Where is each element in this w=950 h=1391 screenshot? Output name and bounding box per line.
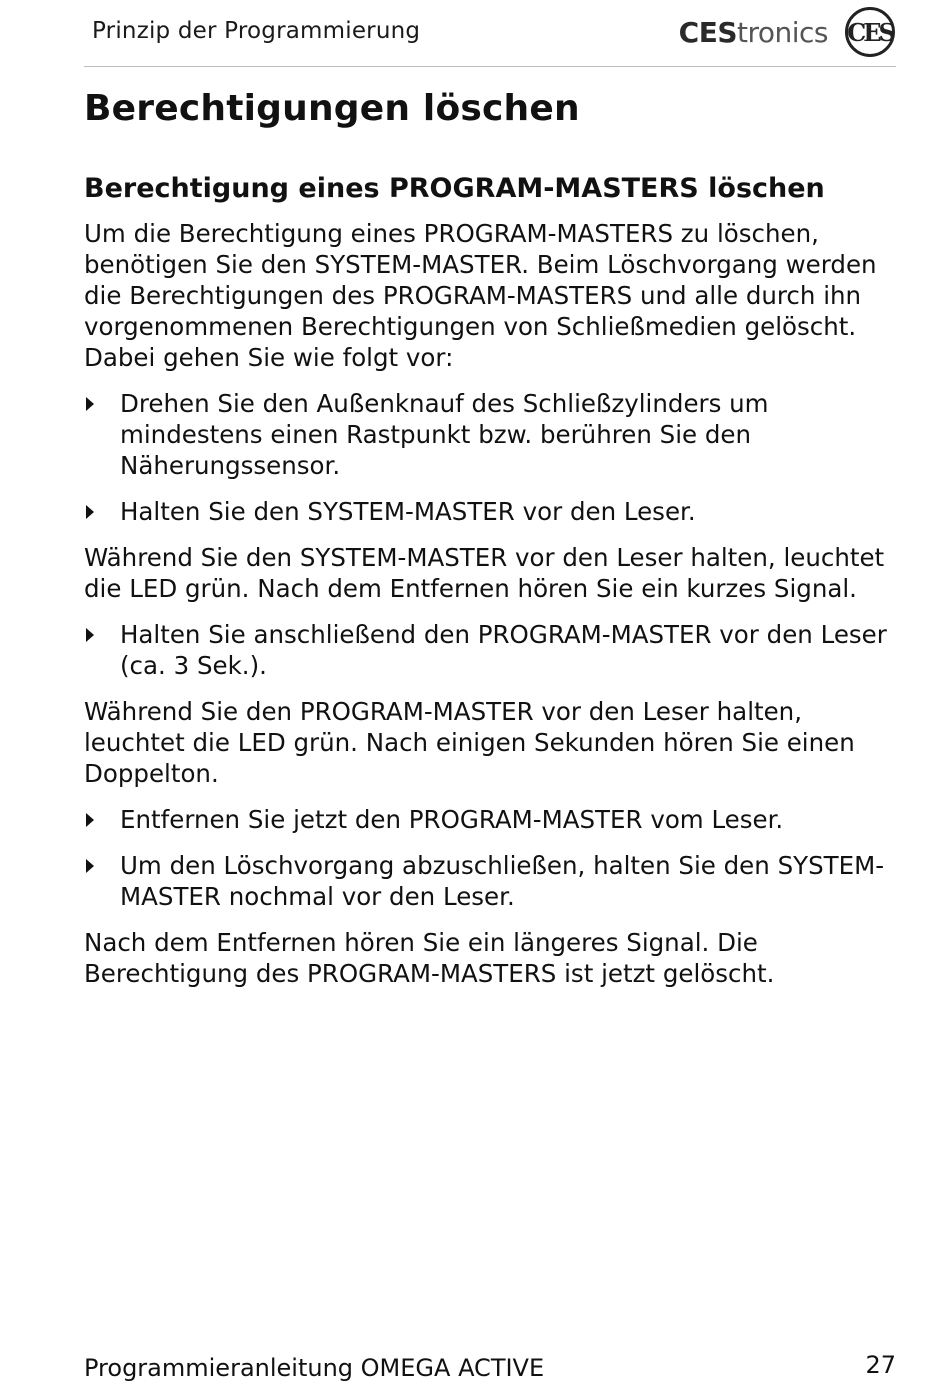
instruction-step xyxy=(84,496,896,527)
ces-logo-icon xyxy=(844,6,896,58)
instruction-step xyxy=(84,804,896,835)
instruction-step xyxy=(84,850,896,912)
brand-wordmark-light: tronics xyxy=(736,15,828,49)
intro-paragraph: Um die Berechtigung eines PROGRAM-MASTERS zu löschen, benötigen Sie den SYSTEM-MASTER. Beim Löschvorgang werden die Berechtigungen des PROGRAM-MASTERS und alle durch ihn vorgenommenen Berechtigungen von Schließmedien gelöscht. Dabei gehen Sie wie folgt vor: xyxy=(84,219,877,372)
instruction-step xyxy=(84,388,896,481)
instruction-step-text: Halten Sie den SYSTEM-MASTER vor den Leser. xyxy=(120,497,696,526)
triangle-bullet-icon xyxy=(85,812,95,828)
brand-wordmark-bold: CES xyxy=(678,15,737,49)
brand xyxy=(679,6,896,58)
triangle-bullet-icon xyxy=(85,396,95,412)
info-paragraph: Während Sie den PROGRAM-MASTER vor den Leser halten, leuchtet die LED grün. Nach einigen Sekunden hören Sie einen Doppelton. xyxy=(84,697,855,788)
triangle-bullet-icon xyxy=(85,858,95,874)
section-title: Prinzip der Programmierung xyxy=(92,18,421,44)
page-number: 27 xyxy=(865,1351,896,1379)
outro-paragraph: Nach dem Entfernen hören Sie ein längeres Signal. Die Berechtigung des PROGRAM-MASTERS ist jetzt gelöscht. xyxy=(84,928,775,988)
brand-wordmark xyxy=(679,16,828,49)
instruction-step-text: Drehen Sie den Außenknauf des Schließzylinders um mindestens einen Rastpunkt bzw. berühren Sie den Näherungssensor. xyxy=(120,389,769,480)
page-content xyxy=(84,88,896,989)
page-title: Berechtigungen löschen xyxy=(84,88,580,129)
svg-text:CES: CES xyxy=(847,18,893,47)
instruction-step-text: Halten Sie anschließend den PROGRAM-MASTER vor den Leser (ca. 3 Sek.). xyxy=(120,620,887,680)
triangle-bullet-icon xyxy=(85,504,95,520)
section-subtitle: Berechtigung eines PROGRAM-MASTERS löschen xyxy=(84,173,825,204)
page-header xyxy=(84,0,896,67)
instruction-step xyxy=(84,619,896,681)
instruction-step-text: Entfernen Sie jetzt den PROGRAM-MASTER vom Leser. xyxy=(120,805,784,834)
manual-title: Programmieranleitung OMEGA ACTIVE xyxy=(84,1354,545,1382)
info-paragraph: Während Sie den SYSTEM-MASTER vor den Leser halten, leuchtet die LED grün. Nach dem Entfernen hören Sie ein kurzes Signal. xyxy=(84,543,885,603)
triangle-bullet-icon xyxy=(85,627,95,643)
instruction-step-text: Um den Löschvorgang abzuschließen, halten Sie den SYSTEM-MASTER nochmal vor den Leser. xyxy=(120,851,885,911)
